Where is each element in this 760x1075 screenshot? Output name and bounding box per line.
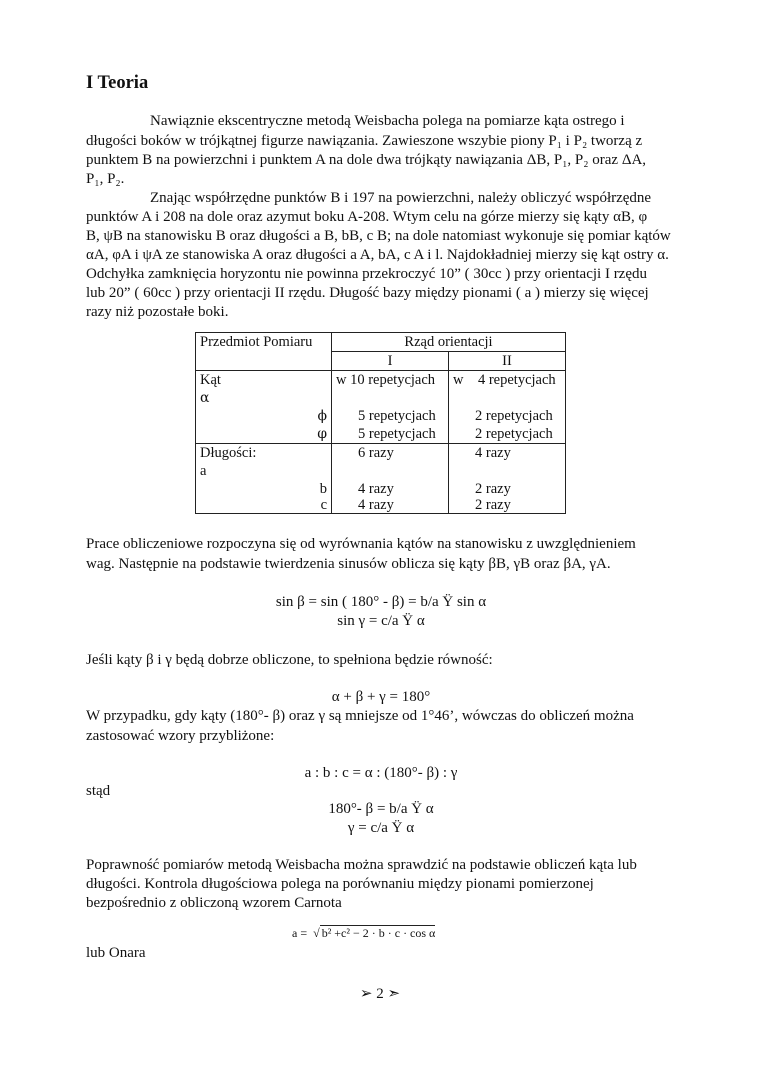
paragraph-coords-3: B, ψB na stanowisku B oraz długości a B, bB, c B; na dole natomiast wykonuje się pomiar kątów (86, 228, 671, 244)
paragraph-calc-1: Prace obliczeniowe rozpoczyna się od wyrównania kątów na stanowisku z uwzględnieniem (86, 536, 636, 552)
paragraph-coords-1: Znając współrzędne punktów B i 197 na powierzchni, należy obliczyć współrzędne (150, 190, 652, 206)
table-header-order: Rząd orientacji (332, 333, 566, 352)
table-cell-angle-names: Kąt α ϕ φ (196, 371, 332, 444)
paragraph-coords-6: lub 20” ( 60cc ) przy orientacji II rzędu. Długość bazy między pionami ( a ) mierzy się więcej (86, 285, 649, 301)
paragraph-verify-2: długości. Kontrola długościowa polega na porównaniu między pionami pomierzonej (86, 876, 594, 892)
sqrt-icon: √ (310, 926, 320, 940)
table-cell-lengths-I: 6 razy 4 razy 4 razy (332, 444, 449, 514)
table-cell-lengths-II: 4 razy 2 razy 2 razy (449, 444, 566, 514)
table-row-lengths (196, 444, 566, 514)
equation-beta-approx: 180°- β = b/a Ÿ α (328, 801, 434, 817)
table-cell-angles-I: w 10 repetycjach 5 repetycjach 5 repetycjach (332, 371, 449, 444)
table-cell-angles-II: w 4 repetycjach 2 repetycjach 2 repetycjach (449, 371, 566, 444)
paragraph-onara: lub Onara (86, 945, 146, 961)
paragraph-coords-5: Odchyłka zamknięcia horyzontu nie powinna przekroczyć 10” ( 30cc ) przy orientacji I rzędu (86, 266, 647, 282)
paragraph-intro-4: P₁, P₂. (86, 171, 125, 187)
table-header-order-II: II (449, 352, 566, 371)
table-row-angles (196, 371, 566, 444)
equation-gamma-approx: γ = c/a Ÿ α (347, 820, 415, 836)
equation-angle-sum: α + β + γ = 180° (331, 689, 431, 705)
measurement-table (195, 332, 566, 514)
paragraph-intro-2: długości boków w trójkątnej figurze nawiązania. Zawieszone wszybie piony P₁ i P₂ tworzą z (86, 133, 643, 149)
carnot-rhs: b² +c² − 2 · b · c · cos α (321, 926, 436, 940)
table-header-order-I: I (332, 352, 449, 371)
equation-ratio: a : b : c = α : (180°- β) : γ (304, 765, 458, 781)
table-cell-length-names: Długości: a b c (196, 444, 332, 514)
paragraph-coords-2: punktów A i 208 na dole oraz azymut boku A-208. Wtym celu na górze mierzy się kąty αB, φ (86, 209, 648, 225)
page-number: ➢ 2 ➣ (359, 986, 401, 1002)
paragraph-intro-1: Nawiąznie ekscentryczne metodą Weisbacha polega na pomiarze kąta ostrego i (150, 113, 625, 129)
equation-sin-gamma: sin γ = c/a Ÿ α (337, 613, 425, 629)
paragraph-approx-2: zastosować wzory przybliżone: (86, 728, 275, 744)
paragraph-approx-1: W przypadku, gdy kąty (180°- β) oraz γ są mniejsze od 1°46’, wówczas do obliczeń można (86, 708, 634, 724)
paragraph-coords-4: αA, φA i ψA ze stanowiska A oraz długości a A, bA, c A i l. Najdokładniej mierzy się kąt ostry α. (86, 247, 669, 263)
paragraph-verify-1: Poprawność pomiarów metodą Weisbacha można sprawdzić na podstawie obliczeń kąta lub (86, 857, 637, 873)
carnot-lhs: a = (292, 926, 308, 940)
paragraph-calc-2: wag. Następnie na podstawie twierdzenia sinusów oblicza się kąty βB, γB oraz βA, γA. (86, 556, 611, 572)
equation-sin-beta: sin β = sin ( 180° - β) = b/a Ÿ sin α (275, 594, 487, 610)
section-heading: I Teoria (86, 73, 149, 93)
table-header-subject: Przedmiot Pomiaru (196, 333, 332, 371)
paragraph-intro-3: punktem B na powierzchni i punktem A na dole dwa trójkąty nawiązania ΔB, P₁, P₂ oraz ΔA, (86, 152, 647, 168)
carnot-formula (292, 926, 435, 941)
paragraph-verify-3: bezpośrednio z obliczoną wzorem Carnota (86, 895, 342, 911)
text-stad: stąd (86, 783, 111, 799)
paragraph-check: Jeśli kąty β i γ będą dobrze obliczone, to spełniona będzie równość: (86, 652, 493, 668)
paragraph-coords-7: razy niż pozostałe boki. (86, 304, 229, 320)
